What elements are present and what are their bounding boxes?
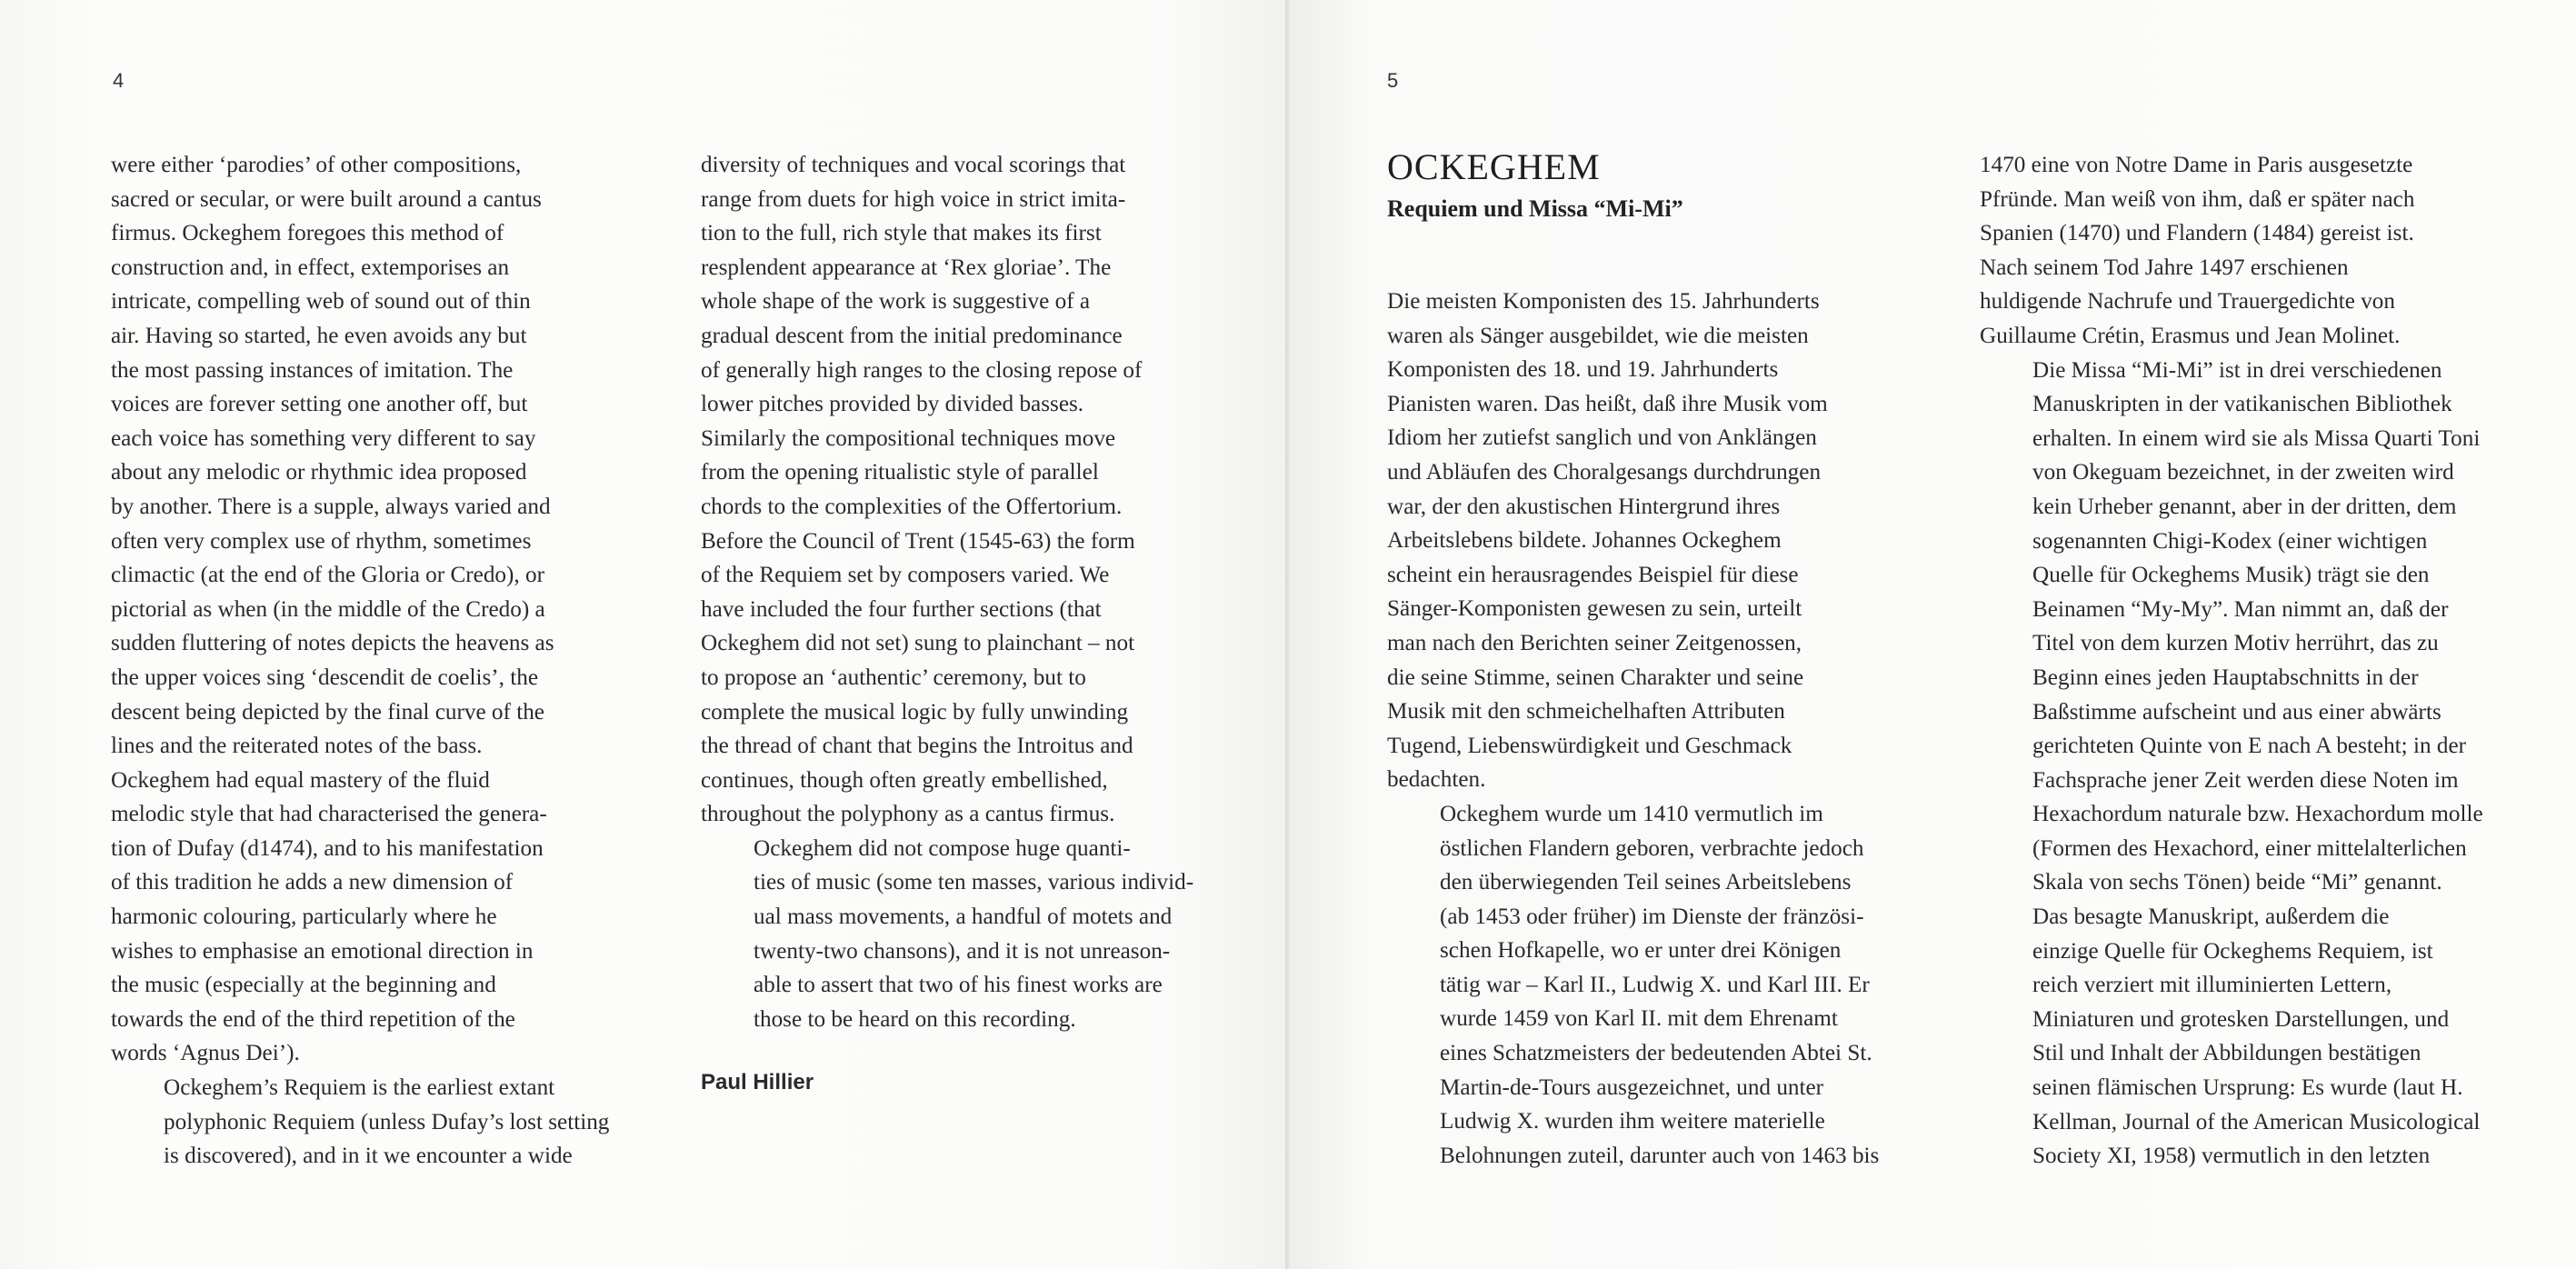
text-line: able to assert that two of his finest works are (754, 973, 1163, 998)
text-line: Ockeghem did not set) sung to plainchant – not (701, 631, 1135, 656)
text-line: to propose an ‘authentic’ ceremony, but to (701, 664, 1086, 690)
text-line: Spanien (1470) und Flandern (1484) gereist ist. (1980, 221, 2414, 246)
text-line: Pianisten waren. Das heißt, daß ihre Musik vom (1387, 391, 1828, 416)
text-line: descent being depicted by the final curve of the (111, 699, 544, 724)
text-line: von Okeguam bezeichnet, in der zweiten wird (2032, 460, 2454, 485)
text-line: polyphonic Requiem (unless Dufay’s lost setting (164, 1109, 610, 1134)
composer-heading: OCKEGHEM (1387, 146, 1601, 187)
text-line: Stil und Inhalt der Abbildungen bestätigen (2032, 1041, 2421, 1066)
german-text-column-2 (1980, 148, 2483, 1174)
paragraph (1980, 148, 2480, 354)
text-line: by another. There is a supple, always varied and (111, 494, 551, 519)
text-line: man nach den Berichten seiner Zeitgenossen, (1387, 630, 1802, 655)
text-line: about any melodic or rhythmic idea proposed (111, 460, 527, 485)
text-line: gerichteten Quinte von E nach A besteht; in der (2032, 734, 2467, 759)
text-line: tion to the full, rich style that makes its first (701, 221, 1102, 246)
text-line: harmonic colouring, particularly where he (111, 904, 497, 930)
book-gutter (1285, 0, 1293, 1269)
text-line: Sänger-Komponisten gewesen zu sein, urteilt (1387, 596, 1802, 622)
text-line: wurde 1459 von Karl II. mit dem Ehrenamt (1440, 1006, 1838, 1032)
text-line: sudden fluttering of notes depicts the heavens as (111, 631, 554, 656)
text-line: melodic style that had characterised the genera- (111, 802, 547, 827)
text-line: those to be heard on this recording. (754, 1006, 1076, 1032)
text-line: tätig war – Karl II., Ludwig X. und Karl III. Er (1440, 972, 1870, 997)
text-line: sogenannten Chigi-Kodex (einer wichtigen (2032, 528, 2428, 554)
text-line: complete the musical logic by fully unwinding (701, 699, 1129, 724)
text-line: (ab 1453 oder früher) im Dienste der fränzösi- (1440, 904, 1864, 929)
text-line: Titel von dem kurzen Motiv herrührt, das zu (2032, 631, 2439, 656)
text-line: range from duets for high voice in strict imita- (701, 186, 1126, 212)
text-line: whole shape of the work is suggestive of a (701, 289, 1091, 315)
text-line: air. Having so started, he even avoids any but (111, 323, 527, 348)
text-line: Nach seinem Tod Jahre 1497 erschienen (1980, 255, 2349, 280)
text-line: Belohnungen zuteil, darunter auch von 1463 bis (1440, 1143, 1880, 1168)
text-line: einzige Quelle für Ockeghems Requiem, ist (2032, 938, 2433, 964)
paragraph (1980, 354, 2483, 901)
text-line: Martin-de-Tours ausgezeichnet, und unter (1440, 1074, 1824, 1100)
text-line: often very complex use of rhythm, sometimes (111, 528, 532, 554)
text-line: have included the four further sections (that (701, 596, 1102, 622)
text-line: voices are forever setting one another off, but (111, 392, 528, 417)
english-text-column-1 (111, 148, 620, 1174)
paragraph (701, 148, 1210, 832)
paragraph (1980, 900, 2480, 1174)
text-line: Skala von sechs Tönen) beide “Mi” genannt. (2032, 870, 2442, 895)
text-line: Die Missa “Mi-Mi” ist in drei verschiedenen (2032, 357, 2442, 383)
text-line: Hexachordum naturale bzw. Hexachordum molle (2032, 802, 2483, 827)
text-line: of generally high ranges to the closing repose of (701, 357, 1143, 383)
text-line: firmus. Ockeghem foregoes this method of (111, 221, 504, 246)
text-line: words ‘Agnus Dei’). (111, 1041, 300, 1066)
text-line: Baßstimme aufscheint und aus einer abwärts (2032, 699, 2441, 724)
text-line: diversity of techniques and vocal scorings that (701, 153, 1126, 177)
text-line: Das besagte Manuskript, außerdem die (2032, 904, 2390, 930)
text-line: eines Schatzmeisters der bedeutenden Abtei St. (1440, 1041, 1872, 1066)
text-line: throughout the polyphony as a cantus firmus. (701, 802, 1115, 827)
text-line: Quelle für Ockeghems Musik) trägt sie den (2032, 563, 2430, 588)
text-line: 1470 eine von Notre Dame in Paris ausgesetzte (1980, 153, 2413, 177)
text-line: Guillaume Crétin, Erasmus und Jean Molinet. (1980, 323, 2401, 348)
text-line: the thread of chant that begins the Introitus and (701, 734, 1133, 759)
text-line: Die meisten Komponisten des 15. Jahrhunderts (1387, 289, 1820, 314)
text-line: of the Requiem set by composers varied. We (701, 563, 1110, 588)
section-heading (1387, 145, 1932, 225)
text-line: chords to the complexities of the Offertorium. (701, 494, 1123, 519)
text-line: climactic (at the end of the Gloria or Credo), or (111, 563, 544, 588)
paragraph (1387, 797, 1896, 1174)
paragraph (1387, 285, 1896, 797)
text-line: construction and, in effect, extemporises an (111, 255, 510, 280)
text-line: Ockeghem did not compose huge quanti- (754, 835, 1131, 861)
text-line: the music (especially at the beginning and (111, 973, 496, 998)
paragraph (111, 1071, 620, 1174)
text-line: wishes to emphasise an emotional direction in (111, 938, 534, 964)
text-line: Manuskripten in der vatikanischen Bibliothek (2032, 392, 2452, 417)
german-text-column-1 (1387, 285, 1896, 1173)
text-line: Before the Council of Trent (1545-63) the form (701, 528, 1135, 554)
english-text-column-2 (701, 148, 1210, 1100)
text-line: continues, though often greatly embellished, (701, 767, 1108, 793)
text-line: kein Urheber genannt, aber in der dritten, dem (2032, 494, 2457, 519)
left-page (0, 0, 1285, 1269)
text-line: twenty-two chansons), and it is not unreason- (754, 938, 1171, 964)
text-line: sacred or secular, or were built around a cantus (111, 186, 542, 212)
page-number: 4 (113, 69, 125, 92)
text-line: bedachten. (1387, 767, 1486, 793)
text-line: Tugend, Liebenswürdigkeit und Geschmack (1387, 733, 1792, 758)
text-line: lines and the reiterated notes of the bass. (111, 734, 483, 759)
text-line: Arbeitslebens bildete. Johannes Ockeghem (1387, 528, 1782, 554)
text-line: Ockeghem had equal mastery of the fluid (111, 767, 490, 793)
text-line: gradual descent from the initial predominance (701, 323, 1123, 348)
page-number: 5 (1387, 69, 1399, 92)
text-line: towards the end of the third repetition of the (111, 1006, 515, 1032)
text-line: the upper voices sing ‘descendit de coelis’, the (111, 664, 539, 690)
text-line: Kellman, Journal of the American Musicological (2032, 1109, 2481, 1134)
text-line: from the opening ritualistic style of parallel (701, 460, 1099, 485)
text-line: seinen flämischen Ursprung: Es wurde (laut H. (2032, 1075, 2463, 1101)
paragraph (701, 832, 1210, 1037)
text-line: Ockeghem wurde um 1410 vermutlich im (1440, 801, 1823, 826)
text-line: die seine Stimme, seinen Charakter und seine (1387, 664, 1804, 690)
text-line: Similarly the compositional techniques move (701, 425, 1116, 451)
text-line: Beginn eines jeden Hauptabschnitts in der (2032, 664, 2419, 690)
text-line: Society XI, 1958) vermutlich in den letzten (2032, 1144, 2431, 1169)
text-line: waren als Sänger ausgebildet, wie die meisten (1387, 323, 1809, 348)
text-line: huldigende Nachrufe und Trauergedichte von (1980, 289, 2395, 315)
text-line: Musik mit den schmeichelhaften Attributen (1387, 699, 1785, 724)
text-line: of this tradition he adds a new dimension of (111, 870, 514, 895)
work-subheading: Requiem und Missa “Mi-Mi” (1387, 195, 1683, 222)
text-line: schen Hofkapelle, wo er unter drei Königen (1440, 938, 1842, 964)
text-line: were either ‘parodies’ of other compositions, (111, 153, 522, 177)
text-line: Idiom her zutiefst sanglich und von Anklängen (1387, 425, 1817, 451)
paragraph (111, 148, 620, 1071)
text-line: und Abläufen des Choralgesangs durchdrungen (1387, 459, 1822, 485)
text-line: resplendent appearance at ‘Rex gloriae’. The (701, 255, 1112, 280)
text-line: tion of Dufay (d1474), and to his manifestation (111, 835, 544, 861)
text-line: Miniaturen und grotesken Darstellungen, und (2032, 1006, 2450, 1032)
text-line: is discovered), and in it we encounter a wide (164, 1144, 573, 1169)
text-line: lower pitches provided by divided basses. (701, 392, 1084, 417)
text-line: intricate, compelling web of sound out of thin (111, 289, 531, 315)
text-line: war, der den akustischen Hintergrund ihres (1387, 494, 1781, 519)
text-line: Ockeghem’s Requiem is the earliest extant (164, 1075, 555, 1101)
text-line: erhalten. In einem wird sie als Missa Quarti Toni (2032, 425, 2481, 451)
text-line: östlichen Flandern geboren, verbrachte jedoch (1440, 835, 1864, 861)
text-line: Komponisten des 18. und 19. Jahrhunderts (1387, 357, 1779, 383)
author-signature: Paul Hillier (701, 1070, 814, 1095)
text-line: ual mass movements, a handful of motets and (754, 904, 1173, 930)
text-line: each voice has something very different to say (111, 425, 536, 451)
text-line: Ludwig X. wurden ihm weitere materielle (1440, 1109, 1825, 1134)
text-line: reich verziert mit illuminierten Lettern, (2032, 973, 2392, 998)
text-line: the most passing instances of imitation. The (111, 357, 514, 383)
text-line: Fachsprache jener Zeit werden diese Noten im (2032, 767, 2459, 793)
text-line: scheint ein herausragendes Beispiel für diese (1387, 562, 1799, 587)
text-line: den überwiegenden Teil seines Arbeitslebens (1440, 870, 1852, 895)
text-line: (Formen des Hexachord, einer mittelalterlichen (2032, 835, 2467, 861)
text-line: ties of music (some ten masses, various individ- (754, 870, 1194, 895)
text-line: Pfründe. Man weiß von ihm, daß er später nach (1980, 186, 2415, 212)
text-line: pictorial as when (in the middle of the Credo) a (111, 596, 545, 622)
text-line: Beinamen “My-My”. Man nimmt an, daß der (2032, 596, 2449, 622)
